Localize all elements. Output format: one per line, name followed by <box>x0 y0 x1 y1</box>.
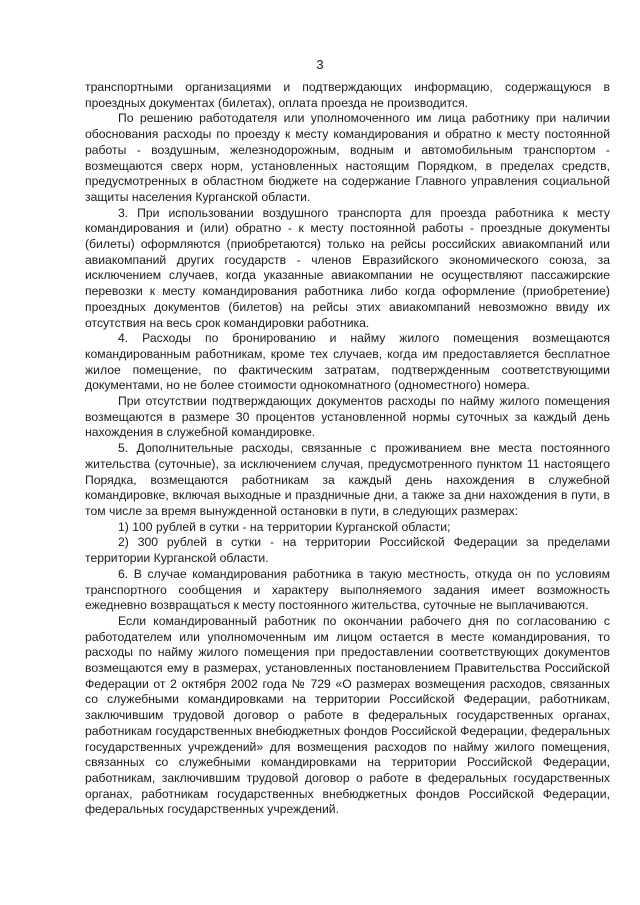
list-item: 2) 300 рублей в сутки - на территории Российской Федерации за пределами территории Курганской области. <box>85 535 610 566</box>
paragraph: транспортными организациями и подтверждающих информацию, содержащуюся в проездных документах (билетах), оплата проезда не производится. <box>85 80 610 110</box>
list-item: 1) 100 рублей в сутки - на территории Курганской области; <box>118 519 451 534</box>
paragraph: 5. Дополнительные расходы, связанные с проживанием вне места постоянного жительства (суточные), за исключением случая, предусмотренного пунктом 11 настоящего Порядка, возмещаются работникам за каждый день нахождения в служебной командировке, включая выходные и праздничные дни, а также за дни нахождения в пути, в том числе за время вынужденной остановки в пути, в следующих размерах: <box>85 441 610 518</box>
paragraph: 3. При использовании воздушного транспорта для проезда работника к месту командирования и (или) обратно - к месту постоянной работы - проездные документы (билеты) оформляются (приобретаются) только на рейсы российских авиакомпаний или авиакомпаний других государств - членов Евразийского экономического союза, за исключением случаев, когда указанные авиакомпании не осуществляют пассажирские перевозки к месту командирования работника либо когда оформление (приобретение) проездных документов (билетов) на рейсы этих авиакомпаний невозможно ввиду их отсутствия на весь срок командировки работника. <box>85 205 610 330</box>
paragraph: 6. В случае командирования работника в такую местность, откуда он по условиям транспортного сообщения и характеру выполняемого задания имеет возможность ежедневно возвращаться к месту постоянного жительства, суточные не выплачиваются. <box>85 566 610 613</box>
document-body <box>85 80 610 818</box>
paragraph: 4. Расходы по бронированию и найму жилого помещения возмещаются командированным работникам, кроме тех случаев, когда им предоставляется бесплатное жилое помещение, по фактическим затратам, подтвержденным соответствующими документами, но не более стоимости однокомнатного (одноместного) номера. <box>85 331 610 393</box>
page-number: 3 <box>316 57 324 72</box>
paragraph: При отсутствии подтверждающих документов расходы по найму жилого помещения возмещаются в размере 30 процентов установленной нормы суточных за каждый день нахождения в служебной командировке. <box>85 394 610 440</box>
paragraph: По решению работодателя или уполномоченного им лица работнику при наличии обоснования расходы по проезду к месту командирования и обратно к месту постоянной работы - воздушным, железнодорожным, водным и автомобильным транспортом - возмещаются сверх норм, установленных настоящим Порядком, в пределах средств, предусмотренных в областном бюджете на содержание Главного управления социальной защиты населения Курганской области. <box>85 111 610 204</box>
paragraph: Если командированный работник по окончании рабочего дня по согласованию с работодателем или уполномоченным им лицом остается в месте командирования, то расходы по найму жилого помещения при предоставлении соответствующих документов возмещаются ему в размерах, установленных постановлением Правительства Российской Федерации от 2 октября 2002 года № 729 «О размерах возмещения расходов, связанных со служебными командировками на территории Российской Федерации, работникам, заключившим трудовой договор о работе в федеральных государственных органах, работникам государственных внебюджетных фондов Российской Федерации, федеральных государственных учреждений» для возмещения расходов по найму жилого помещения, связанных со служебными командировками на территории Российской Федерации, работникам, заключившим трудовой договор о работе в федеральных государственных органах, работникам государственных внебюджетных фондов Российской Федерации, федеральных государственных учреждений. <box>85 613 610 817</box>
